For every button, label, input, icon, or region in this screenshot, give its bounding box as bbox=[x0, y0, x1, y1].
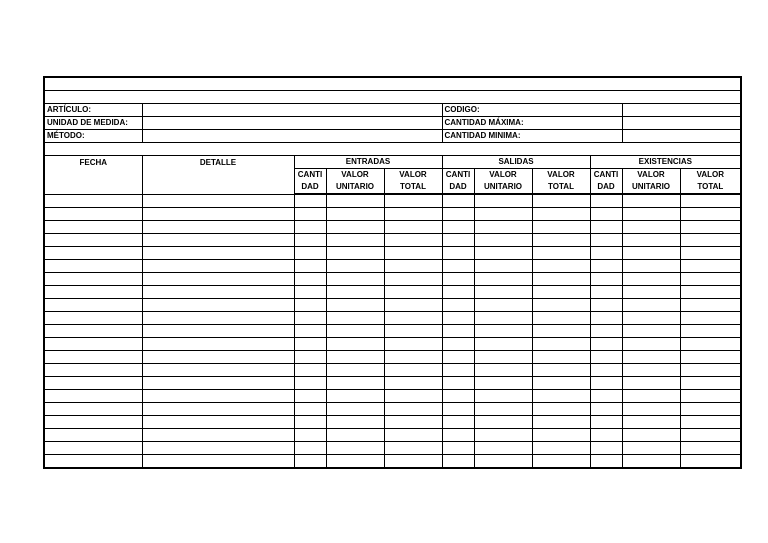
table-row bbox=[44, 273, 741, 286]
cell-sal-total[interactable] bbox=[532, 194, 590, 208]
table-row bbox=[44, 390, 741, 403]
cell-ent-unit[interactable] bbox=[326, 312, 384, 325]
cell-detalle[interactable] bbox=[142, 286, 294, 299]
cell-detalle[interactable] bbox=[142, 247, 294, 260]
cell-sal-total[interactable] bbox=[532, 442, 590, 455]
cell-detalle[interactable] bbox=[142, 455, 294, 469]
cell-fecha[interactable] bbox=[44, 260, 142, 273]
cell-ent-unit[interactable] bbox=[326, 377, 384, 390]
cell-exi-unit[interactable] bbox=[622, 221, 680, 234]
cell-sal-unit[interactable] bbox=[474, 286, 532, 299]
cell-exi-unit[interactable] bbox=[622, 338, 680, 351]
cell-sal-unit[interactable] bbox=[474, 247, 532, 260]
detalle-header: DETALLE bbox=[142, 156, 294, 195]
cell-exi-unit[interactable] bbox=[622, 273, 680, 286]
cell-detalle[interactable] bbox=[142, 364, 294, 377]
cell-ent-cant[interactable] bbox=[294, 299, 326, 312]
entradas-total-header: TOTAL bbox=[384, 181, 442, 194]
cell-exi-cant[interactable] bbox=[590, 260, 622, 273]
table-row bbox=[44, 247, 741, 260]
cantidad-maxima-label: CANTIDAD MÁXIMA: bbox=[442, 117, 622, 130]
cell-sal-cant[interactable] bbox=[442, 429, 474, 442]
cell-sal-total[interactable] bbox=[532, 416, 590, 429]
cell-sal-cant[interactable] bbox=[442, 416, 474, 429]
cell-exi-total[interactable] bbox=[680, 442, 741, 455]
cell-sal-unit[interactable] bbox=[474, 390, 532, 403]
cell-ent-cant[interactable] bbox=[294, 194, 326, 208]
cell-sal-total[interactable] bbox=[532, 208, 590, 221]
fecha-header: FECHA bbox=[44, 156, 142, 195]
cell-exi-total[interactable] bbox=[680, 286, 741, 299]
cell-fecha[interactable] bbox=[44, 286, 142, 299]
cell-ent-cant[interactable] bbox=[294, 364, 326, 377]
unidad-medida-field[interactable] bbox=[142, 117, 442, 130]
cell-sal-unit[interactable] bbox=[474, 416, 532, 429]
cell-exi-unit[interactable] bbox=[622, 208, 680, 221]
cell-exi-total[interactable] bbox=[680, 338, 741, 351]
table-row bbox=[44, 416, 741, 429]
cell-sal-total[interactable] bbox=[532, 429, 590, 442]
cell-ent-total[interactable] bbox=[384, 312, 442, 325]
cell-ent-total[interactable] bbox=[384, 234, 442, 247]
table-row bbox=[44, 364, 741, 377]
cell-ent-cant[interactable] bbox=[294, 286, 326, 299]
cell-sal-cant[interactable] bbox=[442, 247, 474, 260]
cell-exi-cant[interactable] bbox=[590, 299, 622, 312]
table-row bbox=[44, 312, 741, 325]
cell-fecha[interactable] bbox=[44, 390, 142, 403]
cell-sal-unit[interactable] bbox=[474, 338, 532, 351]
cell-exi-total[interactable] bbox=[680, 325, 741, 338]
cell-sal-total[interactable] bbox=[532, 260, 590, 273]
cell-ent-cant[interactable] bbox=[294, 234, 326, 247]
cell-sal-cant[interactable] bbox=[442, 442, 474, 455]
cell-ent-cant[interactable] bbox=[294, 208, 326, 221]
entradas-cantidad-header-2: DAD bbox=[294, 181, 326, 194]
cell-exi-cant[interactable] bbox=[590, 364, 622, 377]
cell-exi-total[interactable] bbox=[680, 390, 741, 403]
cell-sal-cant[interactable] bbox=[442, 221, 474, 234]
cell-exi-total[interactable] bbox=[680, 221, 741, 234]
cell-ent-unit[interactable] bbox=[326, 194, 384, 208]
cell-fecha[interactable] bbox=[44, 194, 142, 208]
table-row bbox=[44, 429, 741, 442]
salidas-valor-unitario-header: VALOR bbox=[474, 169, 532, 182]
cell-exi-total[interactable] bbox=[680, 364, 741, 377]
cell-exi-total[interactable] bbox=[680, 247, 741, 260]
cell-exi-unit[interactable] bbox=[622, 325, 680, 338]
cell-exi-unit[interactable] bbox=[622, 403, 680, 416]
cell-exi-total[interactable] bbox=[680, 234, 741, 247]
cell-detalle[interactable] bbox=[142, 403, 294, 416]
cell-exi-cant[interactable] bbox=[590, 442, 622, 455]
cell-sal-total[interactable] bbox=[532, 455, 590, 469]
table-row bbox=[44, 234, 741, 247]
cell-ent-unit[interactable] bbox=[326, 234, 384, 247]
cell-ent-unit[interactable] bbox=[326, 338, 384, 351]
cell-ent-total[interactable] bbox=[384, 208, 442, 221]
cell-sal-total[interactable] bbox=[532, 403, 590, 416]
cell-sal-cant[interactable] bbox=[442, 338, 474, 351]
cell-ent-cant[interactable] bbox=[294, 260, 326, 273]
cell-fecha[interactable] bbox=[44, 208, 142, 221]
table-row bbox=[44, 403, 741, 416]
metodo-label: MÉTODO: bbox=[44, 130, 142, 143]
cell-ent-cant[interactable] bbox=[294, 455, 326, 469]
cell-sal-unit[interactable] bbox=[474, 260, 532, 273]
cell-exi-unit[interactable] bbox=[622, 442, 680, 455]
cell-sal-total[interactable] bbox=[532, 234, 590, 247]
salidas-total-header: TOTAL bbox=[532, 181, 590, 194]
cell-exi-unit[interactable] bbox=[622, 299, 680, 312]
cell-ent-total[interactable] bbox=[384, 442, 442, 455]
cell-exi-cant[interactable] bbox=[590, 455, 622, 469]
table-row bbox=[44, 208, 741, 221]
cell-ent-total[interactable] bbox=[384, 247, 442, 260]
cell-sal-total[interactable] bbox=[532, 273, 590, 286]
cell-ent-cant[interactable] bbox=[294, 403, 326, 416]
table-row bbox=[44, 338, 741, 351]
cell-detalle[interactable] bbox=[142, 442, 294, 455]
cell-ent-total[interactable] bbox=[384, 260, 442, 273]
cell-exi-unit[interactable] bbox=[622, 351, 680, 364]
cell-fecha[interactable] bbox=[44, 325, 142, 338]
cell-sal-cant[interactable] bbox=[442, 455, 474, 469]
cell-exi-cant[interactable] bbox=[590, 286, 622, 299]
cell-detalle[interactable] bbox=[142, 377, 294, 390]
articulo-label: ARTÍCULO: bbox=[44, 104, 142, 117]
cell-ent-unit[interactable] bbox=[326, 208, 384, 221]
cell-sal-cant[interactable] bbox=[442, 260, 474, 273]
cell-ent-total[interactable] bbox=[384, 364, 442, 377]
cell-ent-cant[interactable] bbox=[294, 351, 326, 364]
existencias-total-header: TOTAL bbox=[680, 181, 741, 194]
cell-detalle[interactable] bbox=[142, 312, 294, 325]
cell-ent-cant[interactable] bbox=[294, 442, 326, 455]
cell-ent-unit[interactable] bbox=[326, 455, 384, 469]
cell-ent-unit[interactable] bbox=[326, 221, 384, 234]
cell-exi-unit[interactable] bbox=[622, 390, 680, 403]
cell-exi-cant[interactable] bbox=[590, 390, 622, 403]
cell-ent-unit[interactable] bbox=[326, 299, 384, 312]
cell-ent-unit[interactable] bbox=[326, 286, 384, 299]
cell-fecha[interactable] bbox=[44, 429, 142, 442]
cell-sal-total[interactable] bbox=[532, 377, 590, 390]
cell-sal-total[interactable] bbox=[532, 286, 590, 299]
cell-fecha[interactable] bbox=[44, 338, 142, 351]
cell-ent-unit[interactable] bbox=[326, 442, 384, 455]
cell-ent-unit[interactable] bbox=[326, 429, 384, 442]
cell-ent-cant[interactable] bbox=[294, 273, 326, 286]
cell-fecha[interactable] bbox=[44, 416, 142, 429]
cell-sal-unit[interactable] bbox=[474, 221, 532, 234]
cell-ent-cant[interactable] bbox=[294, 377, 326, 390]
cell-sal-unit[interactable] bbox=[474, 455, 532, 469]
entradas-valor-total-header: VALOR bbox=[384, 169, 442, 182]
table-row bbox=[44, 351, 741, 364]
cell-detalle[interactable] bbox=[142, 194, 294, 208]
salidas-unitario-header: UNITARIO bbox=[474, 181, 532, 194]
cell-sal-cant[interactable] bbox=[442, 377, 474, 390]
cell-fecha[interactable] bbox=[44, 364, 142, 377]
cell-ent-total[interactable] bbox=[384, 455, 442, 469]
cell-detalle[interactable] bbox=[142, 390, 294, 403]
cell-exi-cant[interactable] bbox=[590, 194, 622, 208]
salidas-valor-total-header: VALOR bbox=[532, 169, 590, 182]
table-row bbox=[44, 377, 741, 390]
cell-detalle[interactable] bbox=[142, 325, 294, 338]
cell-ent-total[interactable] bbox=[384, 194, 442, 208]
cell-ent-cant[interactable] bbox=[294, 221, 326, 234]
cell-sal-total[interactable] bbox=[532, 325, 590, 338]
cell-exi-cant[interactable] bbox=[590, 325, 622, 338]
cell-detalle[interactable] bbox=[142, 208, 294, 221]
existencias-header: EXISTENCIAS bbox=[590, 156, 741, 169]
existencias-valor-total-header: VALOR bbox=[680, 169, 741, 182]
cell-ent-cant[interactable] bbox=[294, 247, 326, 260]
cell-sal-total[interactable] bbox=[532, 364, 590, 377]
salidas-cantidad-header-2: DAD bbox=[442, 181, 474, 194]
cell-fecha[interactable] bbox=[44, 273, 142, 286]
cell-detalle[interactable] bbox=[142, 338, 294, 351]
entradas-valor-unitario-header: VALOR bbox=[326, 169, 384, 182]
entradas-unitario-header: UNITARIO bbox=[326, 181, 384, 194]
salidas-cantidad-header: CANTI bbox=[442, 169, 474, 182]
cell-detalle[interactable] bbox=[142, 351, 294, 364]
cell-sal-total[interactable] bbox=[532, 247, 590, 260]
cell-fecha[interactable] bbox=[44, 221, 142, 234]
cell-exi-total[interactable] bbox=[680, 429, 741, 442]
cell-ent-total[interactable] bbox=[384, 325, 442, 338]
table-row bbox=[44, 325, 741, 338]
cell-exi-unit[interactable] bbox=[622, 286, 680, 299]
codigo-field[interactable] bbox=[622, 104, 741, 117]
cell-exi-cant[interactable] bbox=[590, 416, 622, 429]
table-row bbox=[44, 299, 741, 312]
table-row bbox=[44, 260, 741, 273]
cell-sal-unit[interactable] bbox=[474, 273, 532, 286]
cell-exi-cant[interactable] bbox=[590, 234, 622, 247]
cell-ent-total[interactable] bbox=[384, 403, 442, 416]
cantidad-maxima-field[interactable] bbox=[622, 117, 741, 130]
cell-exi-cant[interactable] bbox=[590, 247, 622, 260]
existencias-cantidad-header: CANTI bbox=[590, 169, 622, 182]
cell-ent-total[interactable] bbox=[384, 390, 442, 403]
cell-sal-total[interactable] bbox=[532, 338, 590, 351]
cell-exi-unit[interactable] bbox=[622, 234, 680, 247]
cell-sal-cant[interactable] bbox=[442, 403, 474, 416]
cell-sal-cant[interactable] bbox=[442, 273, 474, 286]
cell-sal-total[interactable] bbox=[532, 390, 590, 403]
cell-exi-total[interactable] bbox=[680, 416, 741, 429]
cantidad-minima-label: CANTIDAD MINIMA: bbox=[442, 130, 622, 143]
cell-ent-total[interactable] bbox=[384, 286, 442, 299]
cell-fecha[interactable] bbox=[44, 299, 142, 312]
cell-fecha[interactable] bbox=[44, 455, 142, 469]
cell-detalle[interactable] bbox=[142, 221, 294, 234]
cell-ent-unit[interactable] bbox=[326, 351, 384, 364]
cell-sal-cant[interactable] bbox=[442, 208, 474, 221]
cell-exi-cant[interactable] bbox=[590, 221, 622, 234]
cell-sal-total[interactable] bbox=[532, 312, 590, 325]
cell-sal-unit[interactable] bbox=[474, 364, 532, 377]
cell-sal-unit[interactable] bbox=[474, 403, 532, 416]
cell-ent-unit[interactable] bbox=[326, 416, 384, 429]
cell-ent-total[interactable] bbox=[384, 273, 442, 286]
cell-ent-cant[interactable] bbox=[294, 312, 326, 325]
cell-exi-total[interactable] bbox=[680, 377, 741, 390]
cell-fecha[interactable] bbox=[44, 312, 142, 325]
cell-ent-cant[interactable] bbox=[294, 325, 326, 338]
cell-fecha[interactable] bbox=[44, 442, 142, 455]
cell-exi-unit[interactable] bbox=[622, 455, 680, 469]
cell-detalle[interactable] bbox=[142, 429, 294, 442]
cell-exi-cant[interactable] bbox=[590, 312, 622, 325]
cell-ent-unit[interactable] bbox=[326, 364, 384, 377]
cell-ent-total[interactable] bbox=[384, 416, 442, 429]
cell-exi-unit[interactable] bbox=[622, 429, 680, 442]
cell-ent-total[interactable] bbox=[384, 351, 442, 364]
cell-sal-unit[interactable] bbox=[474, 299, 532, 312]
salidas-header: SALIDAS bbox=[442, 156, 590, 169]
table-row bbox=[44, 455, 741, 469]
cell-detalle[interactable] bbox=[142, 416, 294, 429]
cell-exi-unit[interactable] bbox=[622, 194, 680, 208]
cell-ent-cant[interactable] bbox=[294, 338, 326, 351]
entradas-cantidad-header: CANTI bbox=[294, 169, 326, 182]
cell-exi-cant[interactable] bbox=[590, 429, 622, 442]
cell-ent-total[interactable] bbox=[384, 299, 442, 312]
existencias-valor-unitario-header: VALOR bbox=[622, 169, 680, 182]
cell-sal-cant[interactable] bbox=[442, 312, 474, 325]
cell-sal-unit[interactable] bbox=[474, 234, 532, 247]
cell-fecha[interactable] bbox=[44, 403, 142, 416]
unidad-medida-label: UNIDAD DE MEDIDA: bbox=[44, 117, 142, 130]
cell-sal-unit[interactable] bbox=[474, 429, 532, 442]
cell-fecha[interactable] bbox=[44, 234, 142, 247]
table-row bbox=[44, 194, 741, 208]
cell-exi-unit[interactable] bbox=[622, 260, 680, 273]
cell-exi-total[interactable] bbox=[680, 455, 741, 469]
kardex-sheet bbox=[43, 76, 742, 469]
cell-ent-total[interactable] bbox=[384, 377, 442, 390]
cell-ent-cant[interactable] bbox=[294, 429, 326, 442]
existencias-cantidad-header-2: DAD bbox=[590, 181, 622, 194]
cell-exi-cant[interactable] bbox=[590, 208, 622, 221]
cell-ent-total[interactable] bbox=[384, 221, 442, 234]
cell-sal-total[interactable] bbox=[532, 299, 590, 312]
table-row bbox=[44, 286, 741, 299]
cell-ent-unit[interactable] bbox=[326, 247, 384, 260]
cell-sal-unit[interactable] bbox=[474, 351, 532, 364]
cell-sal-cant[interactable] bbox=[442, 351, 474, 364]
table-row bbox=[44, 442, 741, 455]
table-row bbox=[44, 221, 741, 234]
cell-exi-cant[interactable] bbox=[590, 351, 622, 364]
cell-fecha[interactable] bbox=[44, 247, 142, 260]
cell-exi-cant[interactable] bbox=[590, 273, 622, 286]
cell-fecha[interactable] bbox=[44, 351, 142, 364]
cell-detalle[interactable] bbox=[142, 273, 294, 286]
articulo-field[interactable] bbox=[142, 104, 442, 117]
cantidad-minima-field[interactable] bbox=[622, 130, 741, 143]
cell-exi-cant[interactable] bbox=[590, 338, 622, 351]
entradas-header: ENTRADAS bbox=[294, 156, 442, 169]
cell-exi-total[interactable] bbox=[680, 299, 741, 312]
cell-sal-total[interactable] bbox=[532, 351, 590, 364]
cell-exi-unit[interactable] bbox=[622, 247, 680, 260]
cell-ent-unit[interactable] bbox=[326, 390, 384, 403]
blank-row bbox=[44, 77, 741, 91]
cell-exi-total[interactable] bbox=[680, 208, 741, 221]
cell-ent-cant[interactable] bbox=[294, 416, 326, 429]
existencias-unitario-header: UNITARIO bbox=[622, 181, 680, 194]
cell-ent-unit[interactable] bbox=[326, 260, 384, 273]
cell-sal-cant[interactable] bbox=[442, 194, 474, 208]
cell-sal-unit[interactable] bbox=[474, 325, 532, 338]
cell-detalle[interactable] bbox=[142, 234, 294, 247]
cell-sal-unit[interactable] bbox=[474, 377, 532, 390]
cell-exi-cant[interactable] bbox=[590, 377, 622, 390]
blank-row bbox=[44, 91, 741, 104]
cell-exi-unit[interactable] bbox=[622, 416, 680, 429]
codigo-label: CODIGO: bbox=[442, 104, 622, 117]
cell-exi-unit[interactable] bbox=[622, 377, 680, 390]
cell-detalle[interactable] bbox=[142, 260, 294, 273]
cell-ent-cant[interactable] bbox=[294, 390, 326, 403]
cell-exi-unit[interactable] bbox=[622, 312, 680, 325]
cell-exi-total[interactable] bbox=[680, 403, 741, 416]
cell-sal-cant[interactable] bbox=[442, 390, 474, 403]
cell-ent-unit[interactable] bbox=[326, 273, 384, 286]
cell-ent-total[interactable] bbox=[384, 429, 442, 442]
cell-sal-unit[interactable] bbox=[474, 312, 532, 325]
cell-sal-cant[interactable] bbox=[442, 234, 474, 247]
cell-exi-cant[interactable] bbox=[590, 403, 622, 416]
cell-fecha[interactable] bbox=[44, 377, 142, 390]
cell-exi-total[interactable] bbox=[680, 260, 741, 273]
cell-sal-cant[interactable] bbox=[442, 325, 474, 338]
cell-sal-cant[interactable] bbox=[442, 299, 474, 312]
cell-sal-total[interactable] bbox=[532, 221, 590, 234]
cell-exi-unit[interactable] bbox=[622, 364, 680, 377]
blank-row bbox=[44, 143, 741, 156]
cell-sal-unit[interactable] bbox=[474, 194, 532, 208]
cell-detalle[interactable] bbox=[142, 299, 294, 312]
cell-exi-total[interactable] bbox=[680, 194, 741, 208]
cell-exi-total[interactable] bbox=[680, 273, 741, 286]
cell-exi-total[interactable] bbox=[680, 351, 741, 364]
cell-sal-cant[interactable] bbox=[442, 286, 474, 299]
cell-sal-unit[interactable] bbox=[474, 208, 532, 221]
metodo-field[interactable] bbox=[142, 130, 442, 143]
cell-ent-unit[interactable] bbox=[326, 325, 384, 338]
cell-sal-unit[interactable] bbox=[474, 442, 532, 455]
cell-sal-cant[interactable] bbox=[442, 364, 474, 377]
cell-ent-unit[interactable] bbox=[326, 403, 384, 416]
cell-exi-total[interactable] bbox=[680, 312, 741, 325]
cell-ent-total[interactable] bbox=[384, 338, 442, 351]
